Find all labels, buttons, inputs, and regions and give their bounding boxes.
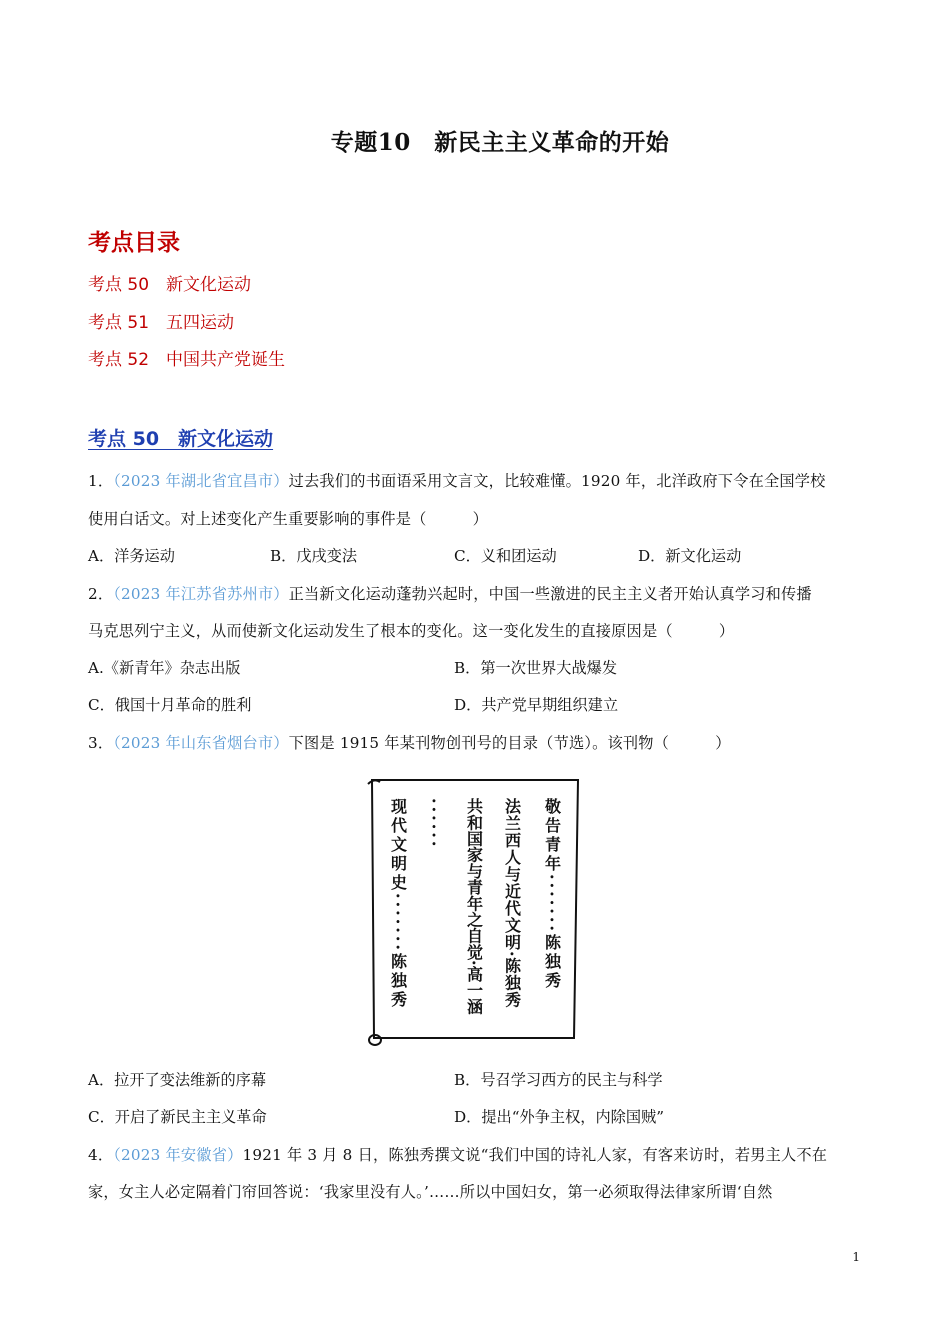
q2-option-a: A.《新青年》杂志出版: [88, 659, 241, 677]
question-4-line-2: 家，女主人必定隔着门帘回答说：‘我家里没有人。’……所以中国妇女，第一必须取得法律家所谓‘自然: [88, 1183, 773, 1201]
q1-option-b: B．戊戌变法: [270, 547, 358, 565]
question-2-line-2: 马克思列宁主义，从而使新文化运动发生了根本的变化。这一变化发生的直接原因是（ ）: [88, 622, 735, 640]
question-text: 1921 年 3 月 8 日，陈独秀撰文说“我们中国的诗礼人家，有客来访时，若男主人不在: [242, 1146, 828, 1164]
toc-item-50[interactable]: 考点 50 新文化运动: [88, 275, 252, 295]
question-source: （2023 年安徽省）: [113, 1146, 243, 1164]
toc-column-1: 敬告青年·······陈独秀: [542, 798, 562, 991]
q2-option-d: D．共产党早期组织建立: [454, 696, 619, 714]
question-3-line-1: [88, 732, 868, 753]
question-2-line-1: [88, 583, 868, 604]
scroll-bottom-roll: [369, 1035, 381, 1045]
section-heading: 考点 50 新文化运动: [88, 428, 274, 450]
q1-option-a: A．洋务运动: [88, 547, 175, 565]
toc-item-51[interactable]: 考点 51 五四运动: [88, 313, 235, 333]
q1-option-d: D．新文化运动: [638, 547, 742, 565]
q1-option-c: C．义和团运动: [454, 547, 557, 565]
toc-column-5: 现代文明史·······陈独秀: [388, 798, 408, 1010]
question-number: 2．: [88, 585, 114, 603]
toc-column-4: ······: [424, 798, 444, 850]
question-source: （2023 年湖北省宜昌市）: [113, 472, 289, 490]
question-1-line-1: [88, 470, 868, 491]
scroll-top-roll: [368, 780, 380, 784]
question-text: 过去我们的书面语采用文言文，比较难懂。1920 年，北洋政府下令在全国学校: [288, 472, 826, 490]
question-1-line-2: 使用白话文。对上述变化产生重要影响的事件是（ ）: [88, 510, 489, 528]
question-text: 下图是 1915 年某刊物创刊号的目录（节选）。该刊物（ ）: [288, 734, 731, 752]
question-text: 正当新文化运动蓬勃兴起时，中国一些激进的民主主义者开始认真学习和传播: [288, 585, 812, 603]
q3-option-c: C．开启了新民主主义革命: [88, 1108, 267, 1126]
page-title: 专题10 新民主主义革命的开始: [330, 129, 670, 156]
page-number: 1: [852, 1250, 860, 1264]
magazine-toc-figure: [366, 776, 584, 1048]
question-number: 4．: [88, 1146, 114, 1164]
question-number: 1．: [88, 472, 114, 490]
question-number: 3．: [88, 734, 114, 752]
question-source: （2023 年山东省烟台市）: [113, 734, 289, 752]
q2-option-c: C．俄国十月革命的胜利: [88, 696, 252, 714]
toc-column-3: 共和国家与青年之自觉·高一涵: [464, 798, 484, 1015]
q3-option-a: A．拉开了变法维新的序幕: [88, 1071, 267, 1089]
question-4-line-1: [88, 1144, 868, 1165]
q3-option-d: D．提出“外争主权，内除国贼”: [454, 1108, 664, 1126]
toc-heading: 考点目录: [88, 230, 180, 256]
q2-option-b: B．第一次世界大战爆发: [454, 659, 618, 677]
toc-item-52[interactable]: 考点 52 中国共产党诞生: [88, 350, 286, 370]
toc-column-2: 法兰西人与近代文明·陈独秀: [502, 798, 522, 1009]
q3-option-b: B．号召学习西方的民主与科学: [454, 1071, 663, 1089]
question-source: （2023 年江苏省苏州市）: [113, 585, 289, 603]
